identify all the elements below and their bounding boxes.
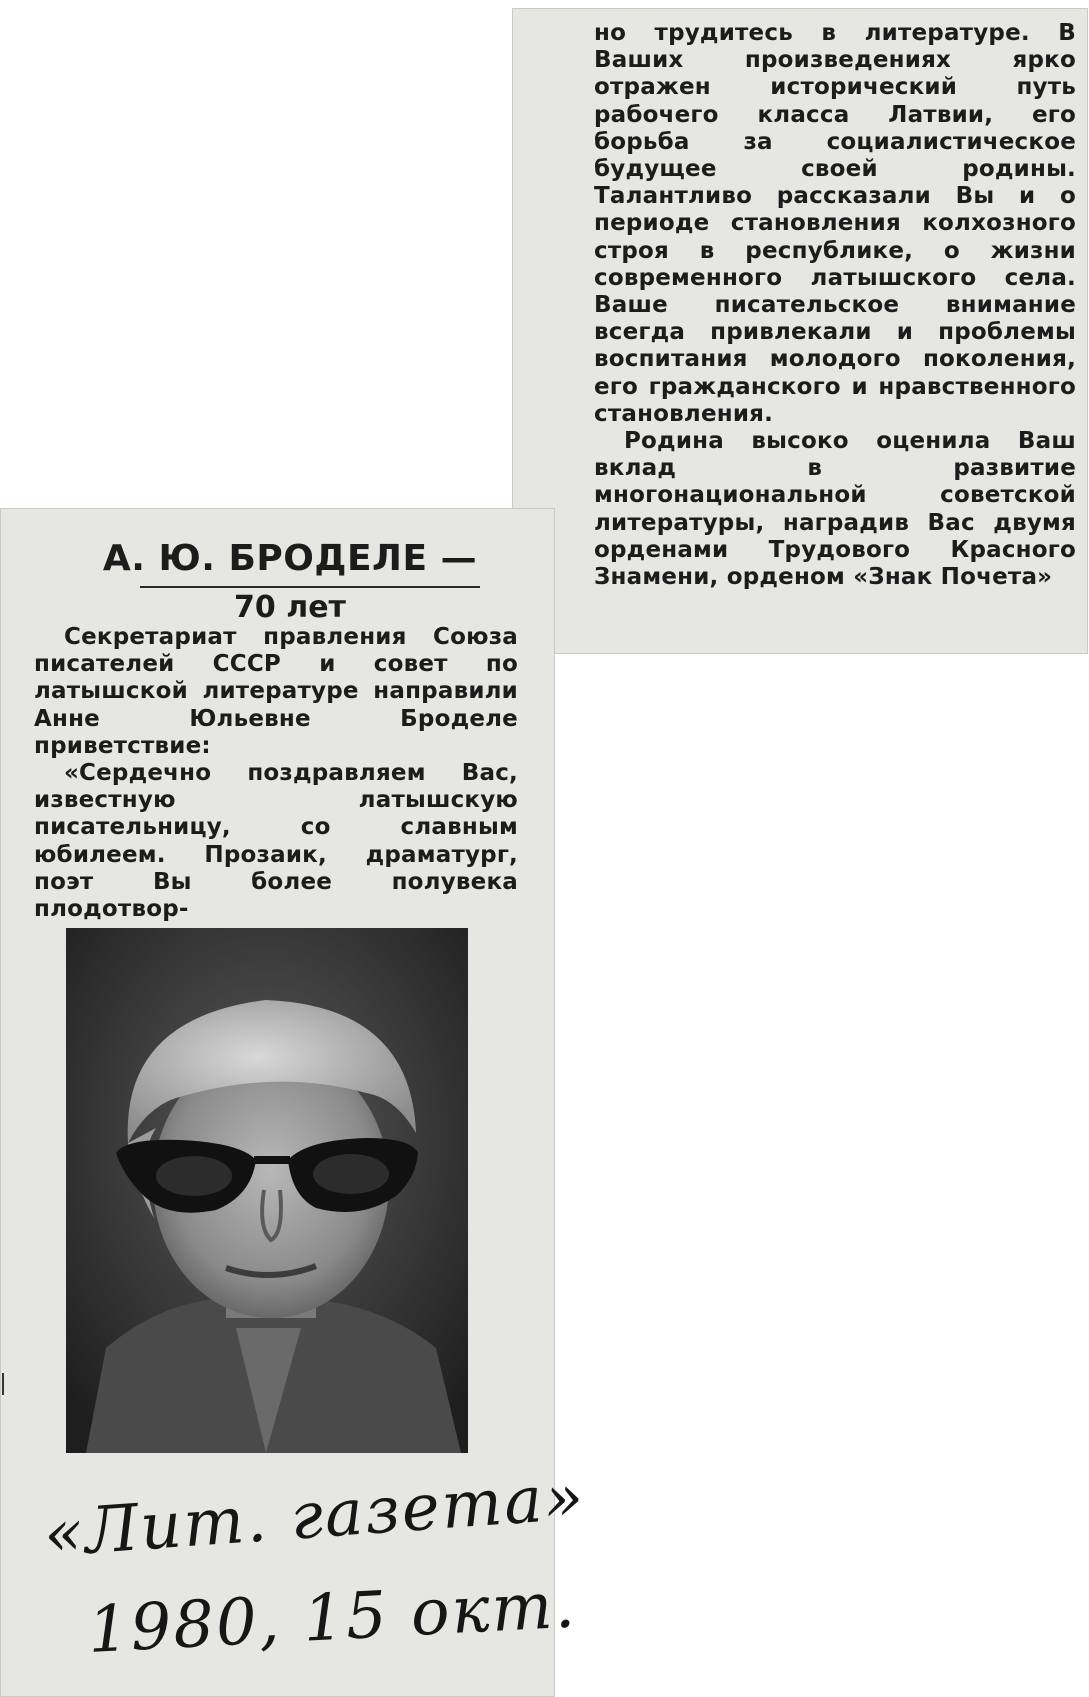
article-subheadline: 70 лет	[234, 590, 346, 625]
clipping-right-column	[512, 8, 1088, 654]
handwritten-source-note	[30, 1460, 588, 1688]
article-headline: А. Ю. БРОДЕЛЕ —	[102, 538, 478, 579]
right-paragraph-1: но трудитесь в литературе. В Ваших произведениях ярко отражен исторический путь рабочего класса Латвии, его борьба за социалистическое будущее своей родины. Талантливо рассказали Вы и о периоде становления колхозного строя в республике, о жизни современного латышского села. Ваше писательское внимание всегда привлекали и проблемы воспитания молодого поколения, его гражданского и нравственного становления.	[594, 20, 1076, 427]
handwritten-date: 1980, 15 окт.	[86, 1568, 579, 1668]
margin-mark	[2, 1373, 4, 1395]
right-column-text	[594, 20, 1076, 591]
left-paragraph-2: «Сердечно поздравляем Вас, известную латышскую писательницу, со славным юбилеем. Прозаик, драматург, поэт Вы более полувека плодотвор-	[34, 760, 518, 923]
left-column-text	[34, 624, 518, 923]
right-paragraph-2: Родина высоко оценила Ваш вклад в развитие многонациональной советской литературы, наградив Вас двумя орденами Трудового Красного Знамени, орденом «Знак Почета»	[594, 428, 1076, 591]
portrait-illustration	[66, 928, 468, 1453]
portrait-photo	[66, 928, 468, 1453]
headline-divider	[140, 586, 480, 588]
handwritten-newspaper-name: «Лит. газета»	[41, 1460, 588, 1572]
left-paragraph-1: Секретариат правления Союза писателей СССР и совет по латышской литературе направили Анне Юльевне Броделе приветствие:	[34, 624, 518, 759]
clipping-left-column	[0, 508, 588, 1697]
